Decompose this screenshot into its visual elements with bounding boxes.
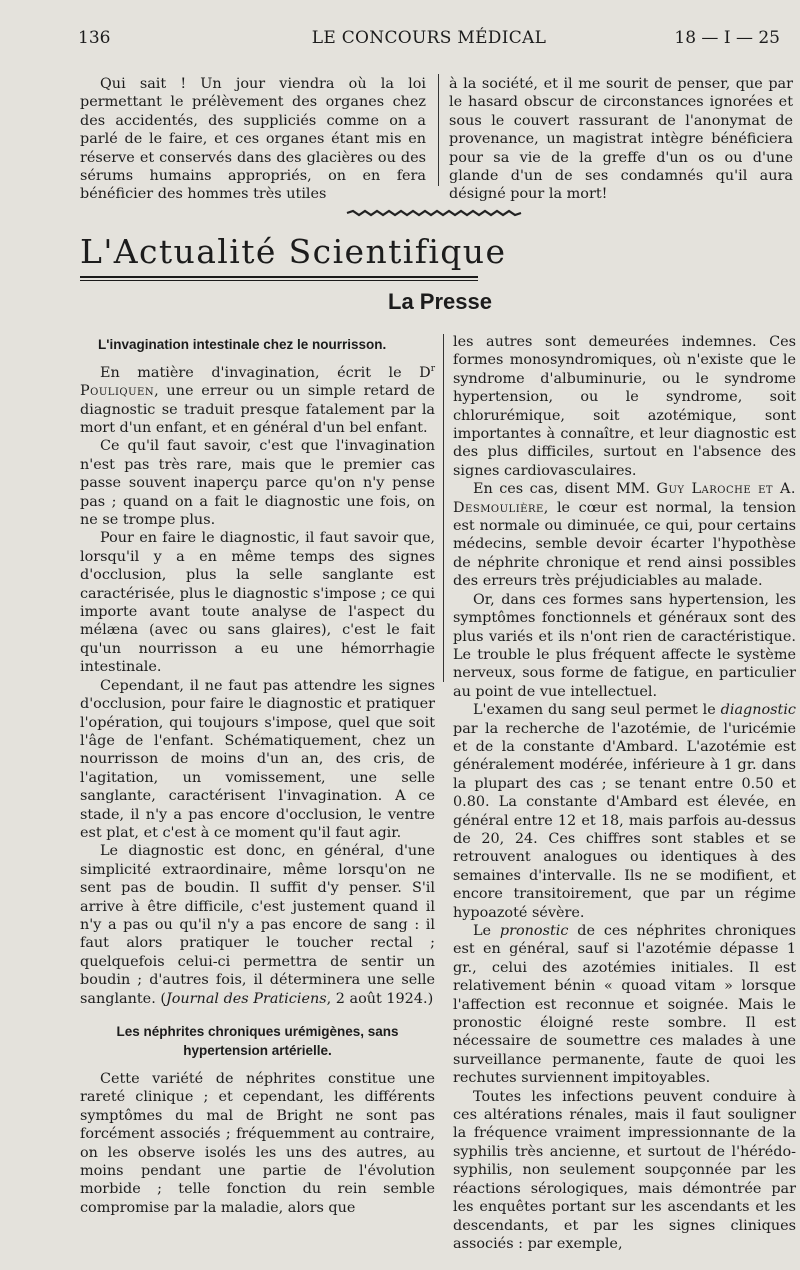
- top-left-paragraph: Qui sait ! Un jour viendra où la loi permettant le prélèvement des organes chez des accidentés, des suppliciés comme on a parlé de le faire, et ces organes étant mis en réserve et conservés dans des glacières ou des sérums humains appropriés, on en fera bénéficier des hommes très utiles: [80, 76, 426, 203]
- ornament-divider: [345, 206, 523, 220]
- article-paragraph: [453, 480, 796, 590]
- text-span: , le cœur est normal, la tension est normale ou diminuée, ce qui, pour certains médecins, semble devoir écarter l'hypothèse de néphrite chronique et rend ainsi possibles des erreurs très préjudiciables au malade.: [453, 499, 796, 590]
- section-rule: [80, 276, 478, 278]
- text-span: par la recherche de l'azotémie, de l'uricémie et de la constante d'Ambard. L'azotémie est généralement modérée, inférieure à 1 gr. dans la plupart des cas ; se tenant entre 0.50 et 0.80. La constante d'Ambard est élevée, en général entre 12 et 18, mais parfois au-dessus de 20, 24. Ces chiffres sont stables et se retrouvent analogues ou identiques à des semaines d'intervalle. Ils ne se modifient, et encore transitoirement, que par un régime hypoazoté sévère.: [453, 720, 796, 921]
- article-paragraph: les autres sont demeurées indemnes. Ces formes monosyndromiques, où n'existe que le syndrome d'albuminurie, ou le syndrome hypertension, ou le syndrome, soit chlorurémique, soit azotémique, sont importantes à connaître, et leur diagnostic est des plus difficiles, surtout en l'absence des signes cardiovasculaires.: [453, 334, 796, 479]
- text-span: , une erreur ou un simple retard de diagnostic se traduit presque fatalement par la mort d'un enfant, et en général d'un bel enfant.: [80, 383, 435, 437]
- article-paragraph: Or, dans ces formes sans hypertension, les symptômes fonctionnels et généraux sont des plus variés et ils n'ont rien de caractéristique. Le trouble le plus fréquent affecte le système nerveux, sous forme de fatigue, en particulier au point de vue intellectuel.: [453, 591, 796, 700]
- text-span: L'examen du sang seul permet le: [473, 702, 721, 719]
- text-span: , 2 août 1924.): [326, 990, 434, 1007]
- article-paragraph: [80, 842, 435, 1008]
- top-column-divider: [438, 74, 439, 186]
- article-title-nephrites: [80, 1022, 435, 1060]
- article-title-invagination: L'invagination intestinale chez le nourrisson.: [98, 337, 387, 352]
- article-paragraph: Cette variété de néphrites constitue une rareté clinique ; et cependant, les différents symptômes du mal de Bright ne sont pas forcément associés ; fréquemment au contraire, on les observe isolés les uns des autres, au moins pendant une partie de l'évolution morbide ; telle fonction du rein semble compromise par la maladie, alors que: [80, 1071, 435, 1216]
- title-line: hypertension artérielle.: [183, 1043, 332, 1059]
- section-subheading: La Presse: [388, 289, 492, 314]
- article-paragraph: [80, 360, 435, 437]
- top-right-column: [449, 75, 793, 204]
- article-paragraph: Cependant, il ne faut pas attendre les signes d'occlusion, pour faire le diagnostic et pratiquer l'opération, qui toujours s'impose, quel que soit l'âge de l'enfant. Schématiquement, chez un nourrisson de moins d'un an, des cris, de l'agitation, un vomissement, une selle sanglante, caractérisent l'invagination. A ce stade, il n'y a pas encore d'occlusion, le ventre est plat, et c'est à ce moment qu'il faut agir.: [80, 677, 435, 841]
- left-column: [80, 335, 435, 1217]
- column-divider: [443, 334, 444, 682]
- top-right-paragraph: à la société, et il me sourit de penser, que par le hasard obscur de circonstances ignorées et sous le couvert rassurant de l'anonymat de provenance, un magistrat intègre bénéficiera pour sa vie de la greffe d'un os ou d'une glande d'un de ses condamnés qu'il aura désigné pour la mort!: [449, 76, 793, 203]
- section-title: L'Actualité Scientifique: [80, 232, 507, 271]
- author-names: Guy Laroche et A. Desmoulière: [453, 481, 796, 516]
- text-span: Le: [473, 923, 500, 939]
- author-name: Pouliquen: [80, 383, 155, 400]
- top-left-column: [80, 75, 426, 204]
- right-column: [453, 333, 796, 1253]
- text-span: En ces cas, disent MM.: [473, 481, 657, 498]
- section-rule-thin: [80, 280, 478, 281]
- superscript: r: [430, 364, 435, 374]
- article-paragraph: [453, 701, 796, 922]
- article-paragraph: Pour en faire le diagnostic, il faut savoir que, lorsqu'il y a en même temps des signes d'occlusion, plus la selle sanglante est caractérisée, plus le diagnostic s'impose ; ce qui importe avant toute analyse de l'aspect du mélæna (avec ou sans glaires), c'est le fait qu'un nourrisson a eu une hémorrhagie intestinale.: [80, 530, 435, 676]
- text-span: En matière d'invagination, écrit le D: [100, 364, 431, 381]
- article-paragraph: Toutes les infections peuvent conduire à ces altérations rénales, mais il faut souligner la fréquence vraiment impressionnante de la syphilis très ancienne, et surtout de l'hérédo-syphilis, non seulement soupçonnée par les réactions sérologiques, mais démontrée par les enquêtes portant sur les ascendants et les descendants, et par les signes cliniques associés : par exemple,: [453, 1088, 796, 1252]
- page-header: [78, 28, 780, 56]
- journal-title: LE CONCOURS MÉDICAL: [311, 28, 547, 48]
- text-span: de ces néphrites chroniques est en général, sauf si l'azotémie dépasse 1 gr., celui des azotémies initiales. Il est relativement bénin « quoad vitam » lorsque l'affection est reconnue et soignée. Mais le pronostic éloigné reste sombre. Il est nécessaire de soumettre ces malades à une surveillance permanente, faute de quoi les rechutes surviennent impitoyables.: [453, 923, 796, 1087]
- issue-date: 18 — I — 25: [674, 28, 780, 48]
- journal-citation: Journal des Praticiens: [165, 990, 327, 1007]
- emphasis: pronostic: [499, 923, 569, 939]
- article-paragraph: Ce qu'il faut savoir, c'est que l'invagination n'est pas très rare, mais que le premier cas passe souvent inaperçu parce qu'on n'y pense pas ; quand on a fait le diagnostic une fois, on ne se trompe plus.: [80, 438, 435, 529]
- emphasis: diagnostic: [720, 702, 796, 719]
- article-paragraph: [453, 922, 796, 1088]
- text-span: Le diagnostic est donc, en général, d'une simplicité extraordinaire, même lorsqu'on ne sent pas de boudin. Il suffit d'y penser. S'il arrive à être difficile, c'est justement quand il n'y a pas ou qu'il n'y a pas encore de sang : il faut alors pratiquer le toucher rectal ; quelquefois celui-ci permettra de sentir un boudin ; d'autres fois, il déterminera une selle sanglante. (: [80, 843, 435, 1007]
- page-number: 136: [78, 28, 111, 48]
- title-line: Les néphrites chroniques urémigènes, sans: [116, 1024, 399, 1040]
